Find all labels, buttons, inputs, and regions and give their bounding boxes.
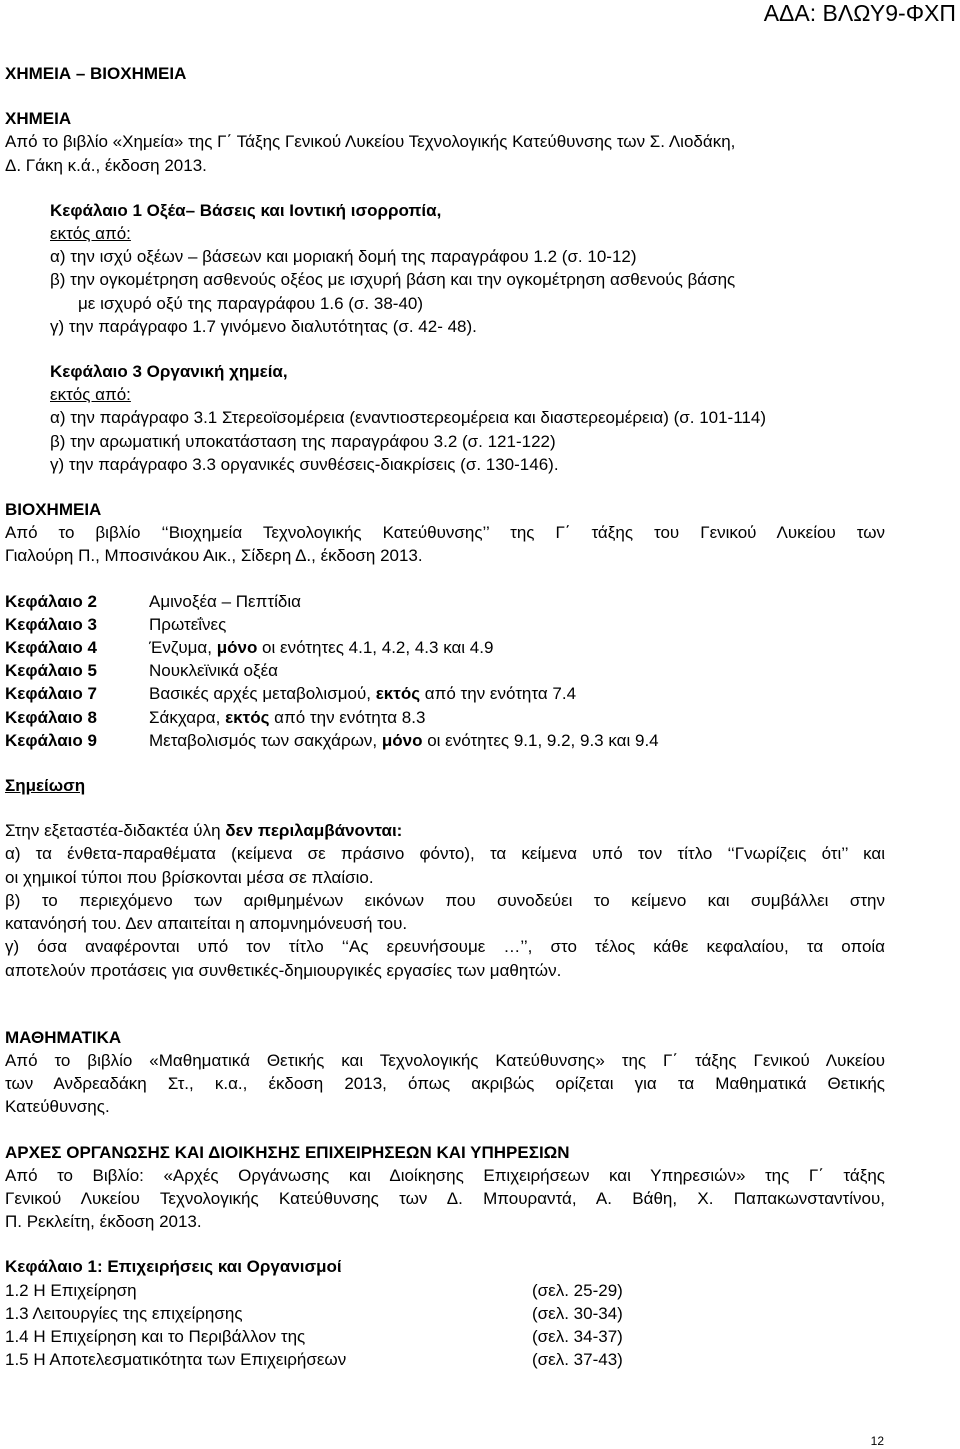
biochem-chapter-row xyxy=(5,659,885,682)
chem-ch3-except: εκτός από: xyxy=(50,385,131,405)
note-line-2: οι χημικοί τύποι που βρίσκονται μέσα σε πλαίσιο. xyxy=(5,867,374,887)
note-title: Σημείωση xyxy=(5,776,86,796)
biochem-chapter-desc xyxy=(149,682,576,705)
toc-title: 1.4 Η Επιχείρηση και το Περιβάλλον της xyxy=(5,1326,306,1346)
toc-title: 1.3 Λειτουργίες της επιχείρησης xyxy=(5,1303,243,1323)
biochem-chapter-desc-part: μόνο xyxy=(216,638,258,658)
chem-ch1-title: Κεφάλαιο 1 Οξέα– Βάσεις και Ιοντική ισορροπία, xyxy=(50,200,442,220)
note-intro-plain: Στην εξεταστέα-διδακτέα ύλη xyxy=(5,821,226,841)
chem-ch1-item-b: β) την ογκομέτρηση ασθενούς οξέος με ισχυρή βάση και την ογκομέτρηση ασθενούς βάσης xyxy=(50,270,736,290)
note-line-4: κατανόησή του. Δεν απαιτείται η απομνημόνευσή του. xyxy=(5,914,408,934)
chem-ch3-item-a: α) την παράγραφο 3.1 Στερεοϊσομέρεια (εναντιοστερεομέρεια και διαστερεομέρεια) (σ. 101-114) xyxy=(50,408,766,428)
biochemistry-chapter-list xyxy=(5,590,885,752)
note-intro-bold: δεν περιλαμβάνονται: xyxy=(225,821,403,841)
biochemistry-source-line-1: Από το βιβλίο ‘‘Βιοχημεία Τεχνολογικής Κατεύθυνσης’’ της Γ΄ τάξης του Γενικού Λυκείου των xyxy=(5,523,885,543)
chemistry-source-line-1: Από το βιβλίο «Χημεία» της Γ΄ Τάξης Γενικού Λυκείου Τεχνολογικής Κατεύθυνσης των Σ. Λιοδάκη, xyxy=(5,132,736,152)
biochem-chapter-desc-part: οι ενότητες 9.1, 9.2, 9.3 και 9.4 xyxy=(422,730,659,750)
biochem-chapter-row xyxy=(5,613,885,636)
biochem-chapter-desc-part: Βασικές αρχές μεταβολισμού, xyxy=(149,684,376,704)
toc-pages: (σελ. 25-29) xyxy=(532,1280,623,1300)
chemistry-source-line-2: Δ. Γάκη κ.ά., έκδοση 2013. xyxy=(5,155,207,175)
toc-row xyxy=(5,1348,885,1371)
math-line-2: των Ανδρεαδάκη Στ., κ.α., έκδοση 2013, όπως ακριβώς ορίζεται για τα Μαθηματικά Θετικής xyxy=(5,1074,885,1094)
business-chapter-title: Κεφάλαιο 1: Επιχειρήσεις και Οργανισμοί xyxy=(5,1257,342,1277)
biochem-chapter-desc xyxy=(149,729,659,752)
biochem-chapter-desc xyxy=(149,636,493,659)
biochem-chapter-key: Κεφάλαιο 9 xyxy=(5,730,97,750)
biochem-chapter-row xyxy=(5,729,885,752)
biochemistry-source-line-2: Γιαλούρη Π., Μποσινάκου Αικ., Σίδερη Δ., έκδοση 2013. xyxy=(5,546,423,566)
toc-title: 1.2 Η Επιχείρηση xyxy=(5,1280,137,1300)
biochem-chapter-desc xyxy=(149,613,226,636)
chem-ch1-except: εκτός από: xyxy=(50,224,131,244)
section-title: ΧΗΜΕΙΑ – ΒΙΟΧΗΜΕΙΑ xyxy=(5,64,187,83)
biochem-chapter-key: Κεφάλαιο 7 xyxy=(5,684,97,704)
math-line-3: Κατεύθυνσης. xyxy=(5,1097,110,1117)
chem-ch1-item-c: γ) την παράγραφο 1.7 γινόμενο διαλυτότητας (σ. 42- 48). xyxy=(50,316,477,336)
biochem-chapter-desc-part: Σάκχαρα, xyxy=(149,707,226,727)
toc-pages: (σελ. 37-43) xyxy=(532,1350,623,1370)
biochem-chapter-desc xyxy=(149,659,278,682)
biochem-chapter-key: Κεφάλαιο 4 xyxy=(5,638,97,658)
biochem-chapter-desc-part: από την ενότητα 7.4 xyxy=(420,684,577,704)
biochem-chapter-row xyxy=(5,590,885,613)
business-line-2: Γενικού Λυκείου Τεχνολογικής Κατεύθυνσης των Δ. Μπουραντά, Α. Βάθη, Χ. Παπακωνσταντίνου, xyxy=(5,1188,885,1208)
note-line-3: β) το περιεχόμενο των αριθμημένων εικόνων που συνοδεύει το κείμενο και συμβάλλει στην xyxy=(5,890,885,910)
toc-row xyxy=(5,1279,885,1302)
business-title: ΑΡΧΕΣ ΟΡΓΑΝΩΣΗΣ ΚΑΙ ΔΙΟΙΚΗΣΗΣ ΕΠΙΧΕΙΡΗΣΕΩΝ ΚΑΙ ΥΠΗΡΕΣΙΩΝ xyxy=(5,1142,570,1162)
biochem-chapter-key: Κεφάλαιο 2 xyxy=(5,591,97,611)
chemistry-title: ΧΗΜΕΙΑ xyxy=(5,109,72,129)
math-title: ΜΑΘΗΜΑΤΙΚΑ xyxy=(5,1027,122,1047)
biochem-chapter-key: Κεφάλαιο 5 xyxy=(5,661,97,681)
biochem-chapter-desc-part: Αμινοξέα – Πεπτίδια xyxy=(149,591,301,611)
biochem-chapter-desc-part: Ένζυμα, xyxy=(149,638,217,658)
biochem-chapter-desc xyxy=(149,706,425,729)
chem-ch1-item-a: α) την ισχύ οξέων – βάσεων και μοριακή δομή της παραγράφου 1.2 (σ. 10-12) xyxy=(50,247,637,267)
biochem-chapter-row xyxy=(5,682,885,705)
business-toc xyxy=(5,1279,885,1372)
toc-row xyxy=(5,1302,885,1325)
chem-ch3-item-b: β) την αρωματική υποκατάσταση της παραγράφου 3.2 (σ. 121-122) xyxy=(50,431,556,451)
chem-ch1-item-b-cont: με ισχυρό οξύ της παραγράφου 1.6 (σ. 38-40) xyxy=(78,293,424,313)
biochemistry-title: ΒΙΟΧΗΜΕΙΑ xyxy=(5,500,102,520)
toc-title: 1.5 Η Αποτελεσματικότητα των Επιχειρήσεων xyxy=(5,1350,347,1370)
toc-pages: (σελ. 30-34) xyxy=(532,1303,623,1323)
toc-row xyxy=(5,1325,885,1348)
biochem-chapter-desc-part: μόνο xyxy=(381,730,423,750)
document-code: ΑΔΑ: ΒΛΩΥ9-ΦΧΠ xyxy=(763,0,956,26)
biochem-chapter-row xyxy=(5,706,885,729)
biochem-chapter-row xyxy=(5,636,885,659)
biochem-chapter-desc-part: από την ενότητα 8.3 xyxy=(269,707,426,727)
note-line-1: α) τα ένθετα-παραθέματα (κείμενα σε πράσινο φόντο), τα κείμενα υπό τον τίτλο ‘‘Γνωρίζεις ότι’’ και xyxy=(5,844,885,864)
note-line-6: αποτελούν προτάσεις για συνθετικές-δημιουργικές εργασίες των μαθητών. xyxy=(5,960,562,980)
biochem-chapter-desc-part: εκτός xyxy=(375,684,421,704)
biochem-chapter-desc-part: οι ενότητες 4.1, 4.2, 4.3 και 4.9 xyxy=(257,638,494,658)
biochem-chapter-desc xyxy=(149,590,301,613)
business-line-1: Από το Βιβλίο: «Αρχές Οργάνωσης και Διοίκησης Επιχειρήσεων και Υπηρεσιών» της Γ΄ τάξης xyxy=(5,1165,885,1185)
page-number: 12 xyxy=(870,1434,884,1448)
biochem-chapter-desc-part: Πρωτεΐνες xyxy=(149,614,227,634)
biochem-chapter-desc-part: Μεταβολισμός των σακχάρων, xyxy=(149,730,382,750)
chem-ch3-item-c: γ) την παράγραφο 3.3 οργανικές συνθέσεις-διακρίσεις (σ. 130-146). xyxy=(50,454,559,474)
chem-ch3-title: Κεφάλαιο 3 Οργανική χημεία, xyxy=(50,362,288,382)
note-line-5: γ) όσα αναφέρονται υπό τον τίτλο ‘‘Ας ερευνήσουμε …’’, στο τέλος κάθε κεφαλαίου, τα οποία xyxy=(5,937,885,957)
page-content xyxy=(5,62,885,1371)
note-intro xyxy=(5,819,885,842)
biochem-chapter-key: Κεφάλαιο 3 xyxy=(5,614,97,634)
toc-pages: (σελ. 34-37) xyxy=(532,1326,623,1346)
biochem-chapter-desc-part: Νουκλεϊνικά οξέα xyxy=(149,661,278,681)
biochem-chapter-desc-part: εκτός xyxy=(225,707,270,727)
business-line-3: Π. Ρεκλείτη, έκδοση 2013. xyxy=(5,1212,202,1232)
math-line-1: Από το βιβλίο «Μαθηματικά Θετικής και Τεχνολογικής Κατεύθυνσης» της Γ΄ τάξης Γενικού Λυκείου xyxy=(5,1050,885,1070)
biochem-chapter-key: Κεφάλαιο 8 xyxy=(5,707,97,727)
